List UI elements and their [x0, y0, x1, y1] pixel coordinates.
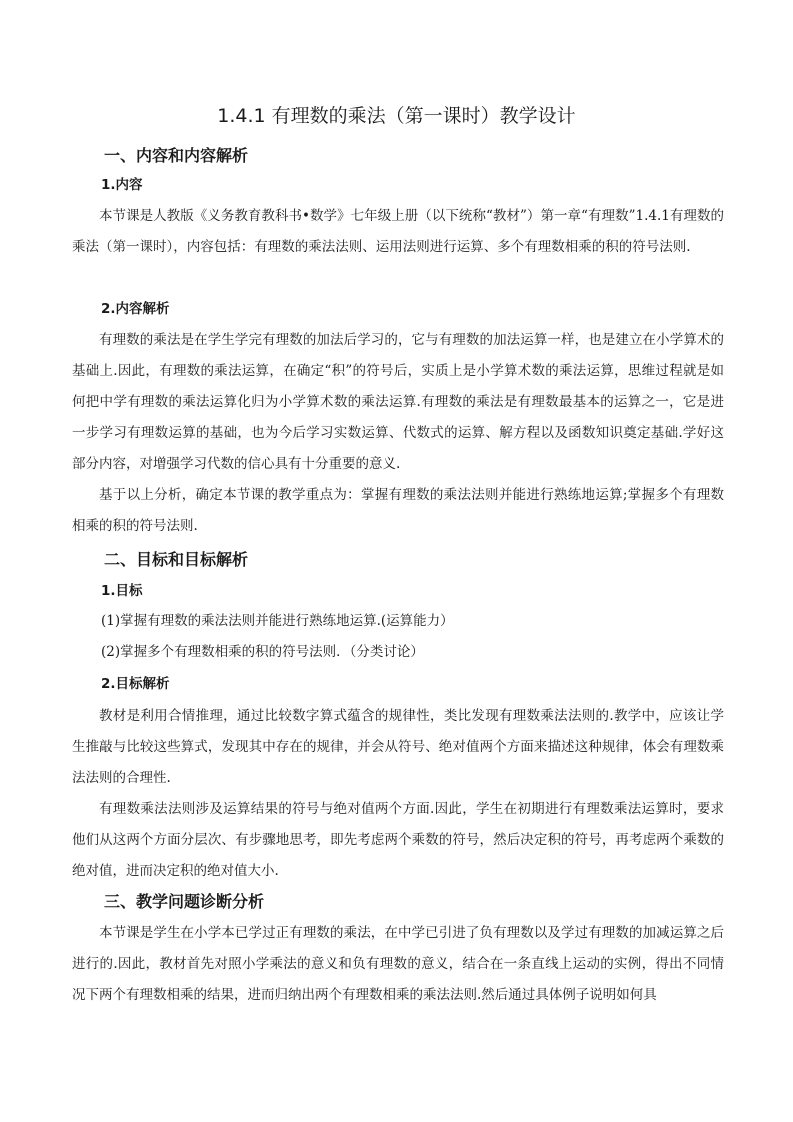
subheading-goals: 1.目标	[101, 583, 143, 599]
paragraph-goal-analysis-2: 有理数乘法法则涉及运算结果的符号与绝对值两个方面.因此，学生在初期进行有理数乘法运算时，要求他们从这两个方面分层次、有步骤地思考，即先考虑两个乘数的符号，然后决定积的符号，再考虑两个乘数的绝对值，进而决定积的绝对值大小.	[72, 801, 724, 879]
goal-item-2: (2)掌握多个有理数相乘的积的符号法则．（分类讨论）	[101, 644, 424, 660]
paragraph-goal-analysis: 教材是利用合情推理，通过比较数字算式蕴含的规律性，类比发现有理数乘法法则的.教学中，应该让学生推敲与比较这些算式，发现其中存在的规律，并会从符号、绝对值两个方面来描述这种规律，体会有理数乘法法则的合理性.	[72, 708, 724, 786]
section-heading-content: 一、内容和内容解析	[104, 146, 249, 165]
paragraph-teaching-focus: 基于以上分析，确定本节课的教学重点为：掌握有理数的乘法法则并能进行熟练地运算;掌握多个有理数相乘的积的符号法则.	[72, 487, 724, 534]
paragraph-diagnosis: 本节课是学生在小学本已学过正有理数的乘法，在中学已引进了负有理数以及学过有理数的加减运算之后进行的.因此，教材首先对照小学乘法的意义和负有理数的意义，结合在一条直线上运动的实例，得出不同情况下两个有理数相乘的结果，进而归纳出两个有理数相乘的乘法法则.然后通过具体例子说明如何具	[72, 925, 724, 1003]
subheading-content-analysis: 2.内容解析	[101, 301, 170, 317]
subheading-goal-analysis: 2.目标解析	[101, 676, 170, 692]
goal-item-1: (1)掌握有理数的乘法法则并能进行熟练地运算.(运算能力）	[101, 613, 454, 629]
document-title: 1.4.1 有理数的乘法（第一课时）教学设计	[217, 105, 576, 127]
section-heading-diagnosis: 三、教学问题诊断分析	[104, 892, 265, 911]
paragraph-content: 本节课是人教版《义务教育教科书•数学》七年级上册（以下统称“教材”）第一章“有理数”1.4.1有理数的乘法（第一课时），内容包括：有理数的乘法法则、运用法则进行运算、多个有理数相乘的积的符号法则.	[72, 208, 724, 255]
subheading-content: 1.内容	[101, 177, 143, 193]
paragraph-content-analysis: 有理数的乘法是在学生学完有理数的加法后学习的，它与有理数的加法运算一样，也是建立在小学算术的基础上.因此，有理数的乘法运算，在确定“积”的符号后，实质上是小学算术数的乘法运算，思维过程就是如何把中学有理数的乘法运算化归为小学算术数的乘法运算.有理数的乘法是有理数最基本的运算之一，它是进一步学习有理数运算的基础，也为今后学习实数运算、代数式的运算、解方程以及函数知识奠定基础.学好这部分内容，对增强学习代数的信心具有十分重要的意义.	[72, 332, 724, 472]
section-heading-goals: 二、目标和目标解析	[104, 550, 249, 569]
